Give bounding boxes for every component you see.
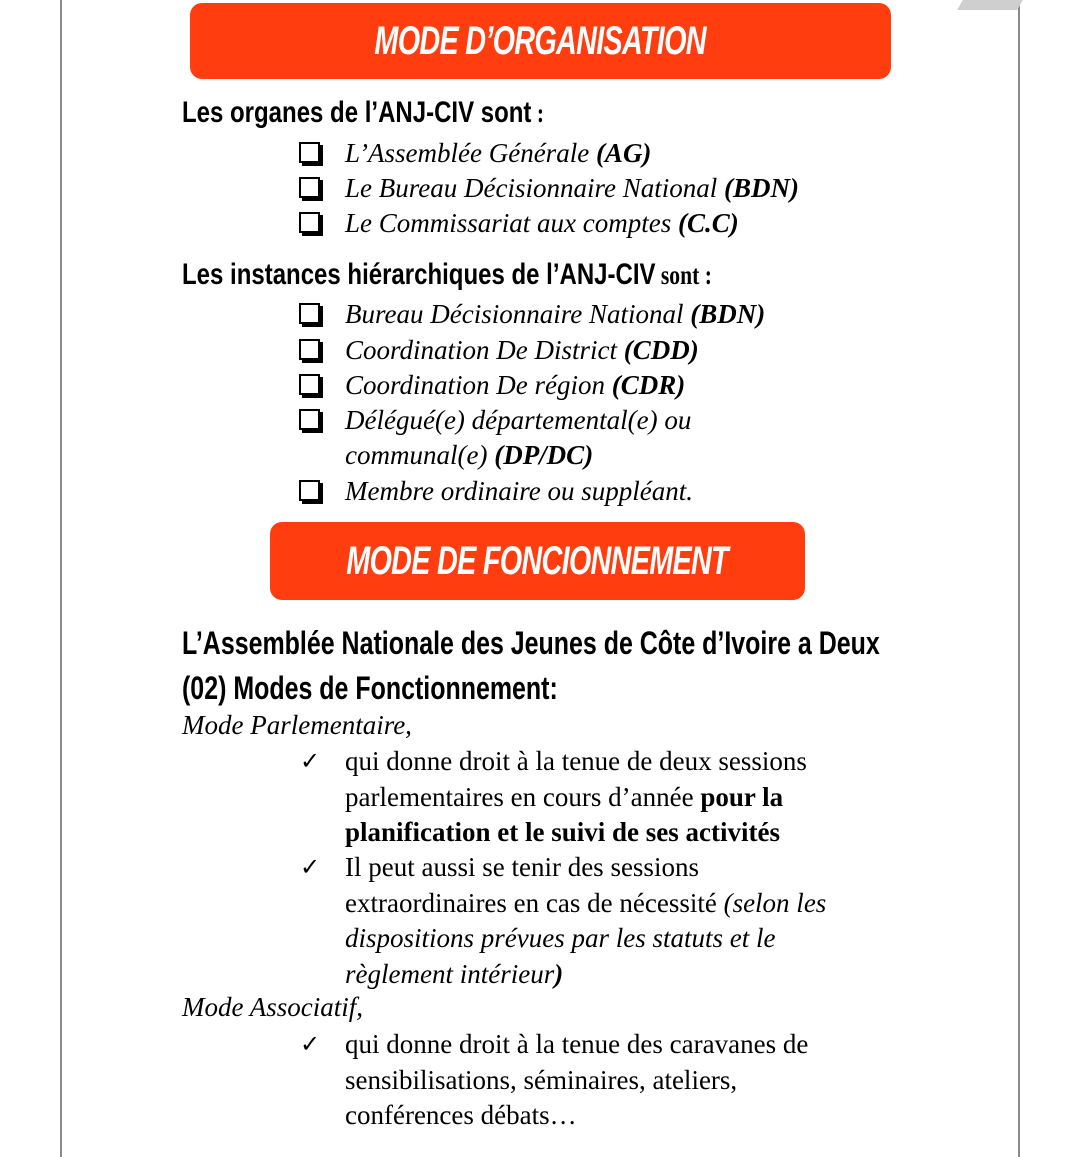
checkmark-icon: ✓ [300,747,321,775]
point-line [345,957,826,993]
organe-label: Le Commissariat aux comptes [345,208,678,238]
checkbox-icon [299,177,320,198]
instance-label: Délégué(e) départemental(e) ou [345,405,692,435]
organes-heading-tail: : [531,98,545,128]
point-line: conférences débats… [345,1100,577,1130]
checkbox-icon [299,409,320,430]
instances-heading [182,258,712,292]
point-line: qui donne droit à la tenue de deux sessions [345,746,807,776]
organe-label: L’Assemblée Générale [345,138,596,168]
fonctionnement-heading-line1 [182,625,880,662]
point-line: qui donne droit à la tenue des caravanes de [345,1029,809,1059]
instance-label: Membre ordinaire ou suppléant. [345,476,693,506]
instance-label: communal(e) [345,440,495,470]
fonctionnement-heading-text: L’Assemblée Nationale des Jeunes de Côte d’Ivoire a Deux [182,625,880,661]
banner-title: MODE DE FONCIONNEMENT [346,538,729,583]
mode-associatif-label: Mode Associatif, [182,992,363,1022]
organes-heading-text: Les organes de l’ANJ-CIV sont [182,96,532,129]
checkbox-icon [299,480,320,501]
checkbox-icon [299,142,320,163]
point-italic-text: règlement intérieur [345,958,555,989]
banner-mode-organisation [190,3,891,79]
checkbox-icon [299,212,320,233]
organe-abbr: (AG) [595,138,652,168]
organe-label: Le Bureau Décisionnaire National [345,173,724,203]
instance-label: Coordination De District [345,335,624,365]
instance-label: Bureau Décisionnaire National [345,299,691,329]
point-bold-line: planification et le suivi de ses activités [345,817,780,847]
checkmark-icon: ✓ [300,853,321,881]
point-italic-line: dispositions prévues par les statuts et le [345,923,776,953]
instances-heading-text: Les instances hiérarchiques de l’ANJ-CIV [182,258,656,291]
checkbox-icon [299,374,320,395]
point-bold-text: ) [554,958,564,989]
fonctionnement-heading-text: (02) Modes de Fonctionnement: [182,670,558,706]
instance-abbr: (CDR) [611,370,686,400]
point-line [345,780,807,816]
point-line: sensibilisations, séminaires, ateliers, [345,1064,738,1095]
organe-abbr: (BDN) [723,173,799,203]
mode-parlementaire-label: Mode Parlementaire, [182,710,412,740]
instance-abbr: (BDN) [690,299,766,329]
point-text: extraordinaires en cas de nécessité [345,887,724,918]
point-text: parlementaires en cours d’année [345,781,701,812]
organes-heading [182,96,544,130]
checkbox-icon [299,303,320,324]
banner-title: MODE D’ORGANISATION [374,18,707,63]
checkbox-icon [299,339,320,360]
instance-abbr: (DP/DC) [494,440,594,470]
instance-abbr: (CDD) [623,335,699,365]
fonctionnement-heading-line2 [182,670,558,707]
checkmark-icon: ✓ [300,1030,321,1058]
page-border-left [60,0,62,1157]
banner-mode-fonctionnement [270,522,805,600]
page-border-right [1018,0,1020,1157]
point-line [345,886,826,922]
organe-abbr: (C.C) [678,208,739,238]
corner-decoration [957,0,1023,10]
instance-label: Coordination De région [345,370,612,400]
instances-heading-tail: sont : [655,260,712,290]
point-italic-text: (selon les [723,887,827,918]
point-line: Il peut aussi se tenir des sessions [345,852,699,882]
point-bold-text: pour la [700,781,784,812]
